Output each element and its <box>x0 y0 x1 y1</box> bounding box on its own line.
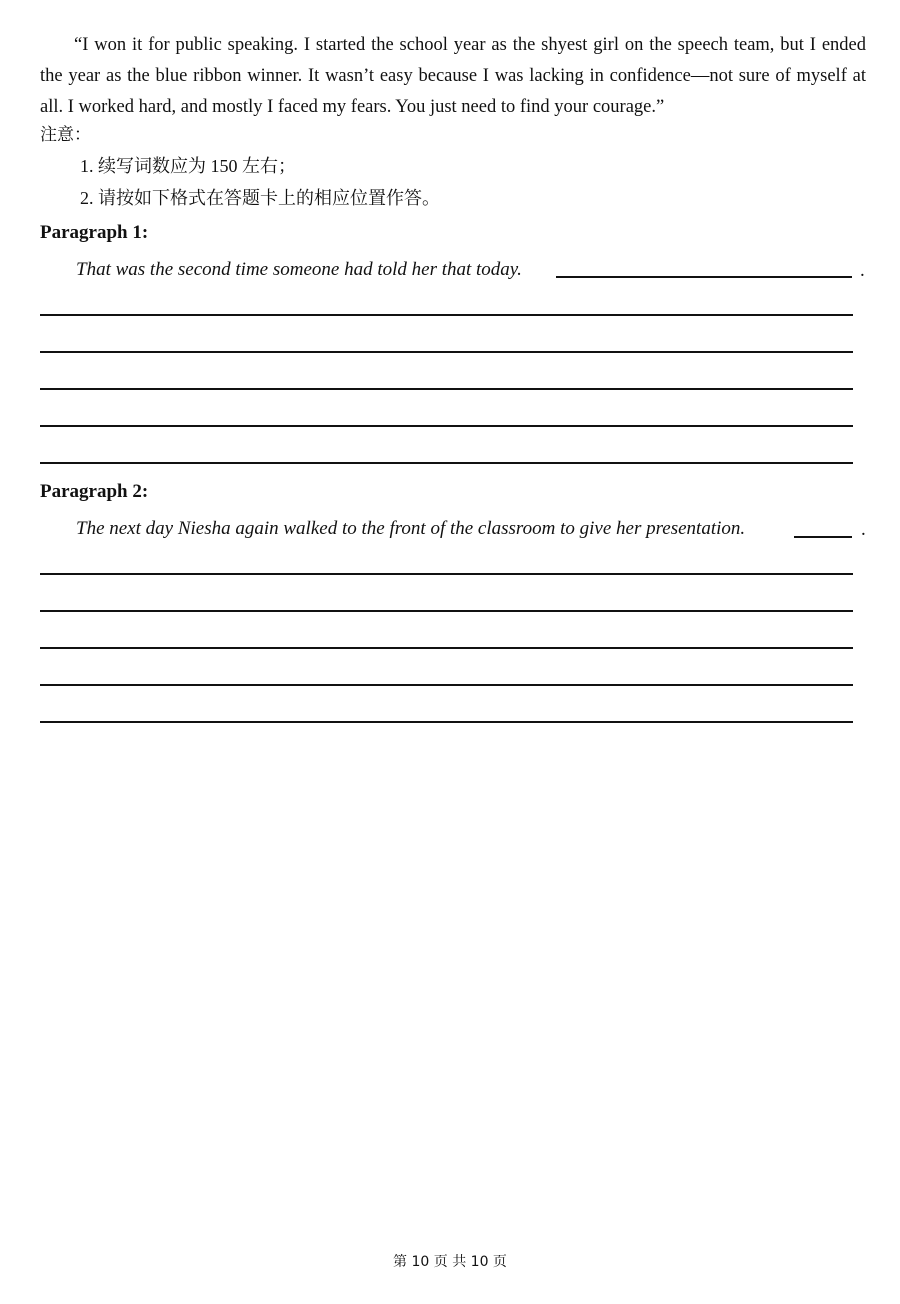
note-item-word-count: 1. 续写词数应为 150 左右； <box>80 156 296 176</box>
answer-line[interactable] <box>40 314 853 316</box>
paragraph-2-end-mark: . <box>861 519 866 540</box>
paragraph-2-starter: The next day Niesha again walked to the front of the classroom to give her presentation. <box>76 518 746 539</box>
paragraph-1-starter: That was the second time someone had told her that today. <box>76 259 522 280</box>
paragraph-1-end-mark: . <box>860 260 865 281</box>
answer-line[interactable] <box>40 351 853 353</box>
answer-line[interactable] <box>40 610 853 612</box>
page-number-footer: 第 10 页 共 10 页 <box>393 1254 507 1270</box>
answer-line[interactable] <box>40 462 853 464</box>
quote-paragraph: “I won it for public speaking. I started the school year as the shyest girl on the speech team, but I ended the year as the blue ribbon winner. It wasn’t easy because I was lacking in confidence—not sure of myself at all. I worked hard, and mostly I faced my fears. You just need to find your courage.” <box>40 35 866 117</box>
answer-line[interactable] <box>40 573 853 575</box>
answer-line[interactable] <box>40 388 853 390</box>
answer-line[interactable] <box>40 684 853 686</box>
paragraph-1-heading: Paragraph 1: <box>40 222 149 243</box>
answer-line[interactable] <box>40 425 853 427</box>
paragraph-1-inline-blank[interactable] <box>556 276 852 278</box>
note-item-format: 2. 请按如下格式在答题卡上的相应位置作答。 <box>80 188 440 208</box>
answer-line[interactable] <box>40 647 853 649</box>
paragraph-2-inline-blank[interactable] <box>794 536 852 538</box>
answer-line[interactable] <box>40 721 853 723</box>
notes-title: 注意： <box>40 125 91 145</box>
paragraph-2-heading: Paragraph 2: <box>40 481 149 502</box>
